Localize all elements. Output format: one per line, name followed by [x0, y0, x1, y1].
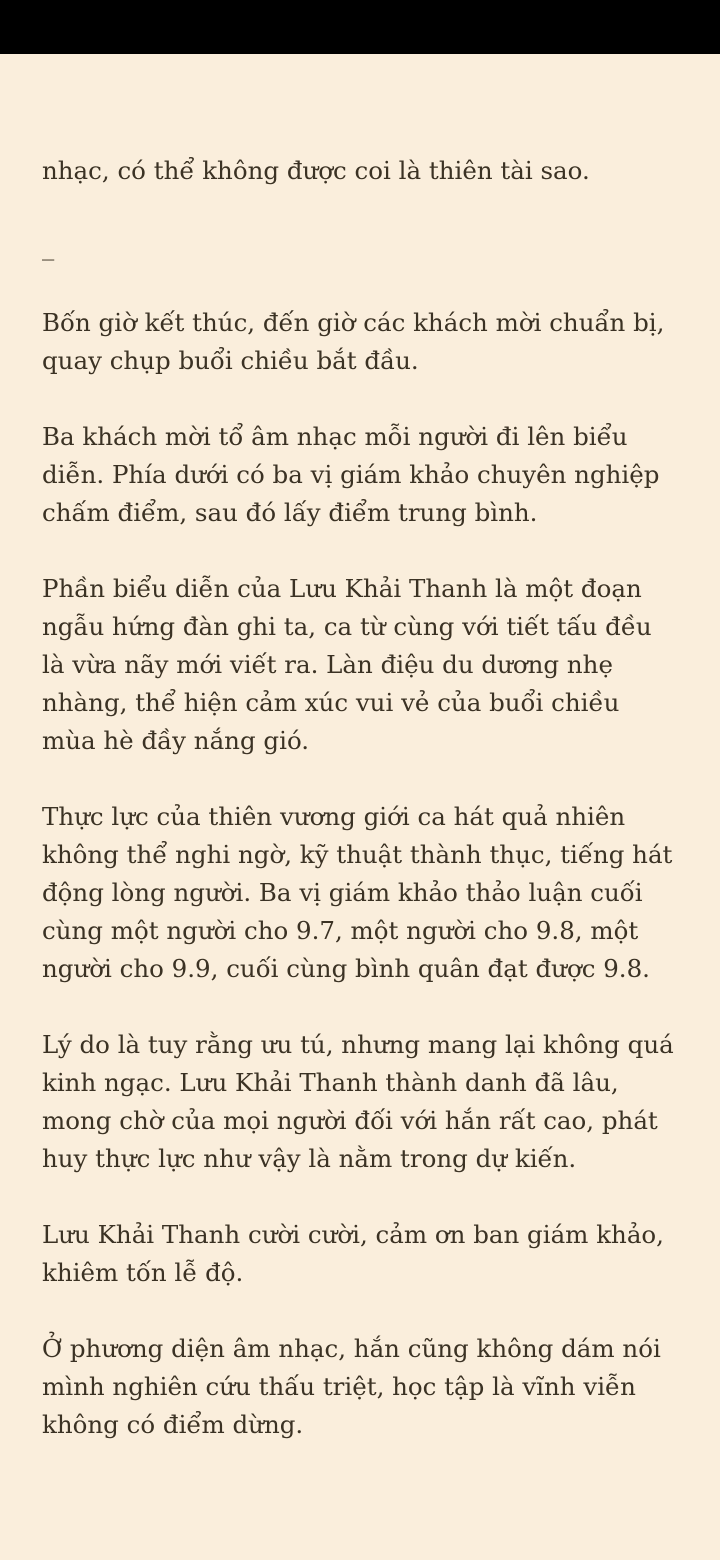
- paragraph: nhạc, có thể không được coi là thiên tài sao.: [42, 156, 590, 185]
- section-separator: _: [42, 232, 55, 261]
- paragraph: Phần biểu diễn của Lưu Khải Thanh là một đoạn ngẫu hứng đàn ghi ta, ca từ cùng với tiết tấu đều là vừa nãy mới viết ra. Làn điệu du dương nhẹ nhàng, thể hiện cảm xúc vui vẻ của buổi chiều mùa hè đầy nắng gió.: [42, 574, 652, 755]
- chapter-text: [42, 152, 674, 1482]
- reader-page[interactable]: [0, 54, 720, 1560]
- paragraph: Ở phương diện âm nhạc, hắn cũng không dám nói mình nghiên cứu thấu triệt, học tập là vĩnh viễn không có điểm dừng.: [42, 1334, 661, 1439]
- status-bar: [0, 0, 720, 54]
- paragraph: Ba khách mời tổ âm nhạc mỗi người đi lên biểu diễn. Phía dưới có ba vị giám khảo chuyên nghiệp chấm điểm, sau đó lấy điểm trung bình.: [42, 422, 660, 527]
- paragraph: Lưu Khải Thanh cười cười, cảm ơn ban giám khảo, khiêm tốn lễ độ.: [42, 1220, 664, 1287]
- paragraph: Bốn giờ kết thúc, đến giờ các khách mời chuẩn bị, quay chụp buổi chiều bắt đầu.: [42, 308, 665, 375]
- paragraph: Lý do là tuy rằng ưu tú, nhưng mang lại không quá kinh ngạc. Lưu Khải Thanh thành danh đã lâu, mong chờ của mọi người đối với hắn rất cao, phát huy thực lực như vậy là nằm trong dự kiến.: [42, 1030, 674, 1173]
- paragraph: Thực lực của thiên vương giới ca hát quả nhiên không thể nghi ngờ, kỹ thuật thành thục, tiếng hát động lòng người. Ba vị giám khảo thảo luận cuối cùng một người cho 9.7, một người cho 9.8, một người cho 9.9, cuối cùng bình quân đạt được 9.8.: [42, 802, 673, 983]
